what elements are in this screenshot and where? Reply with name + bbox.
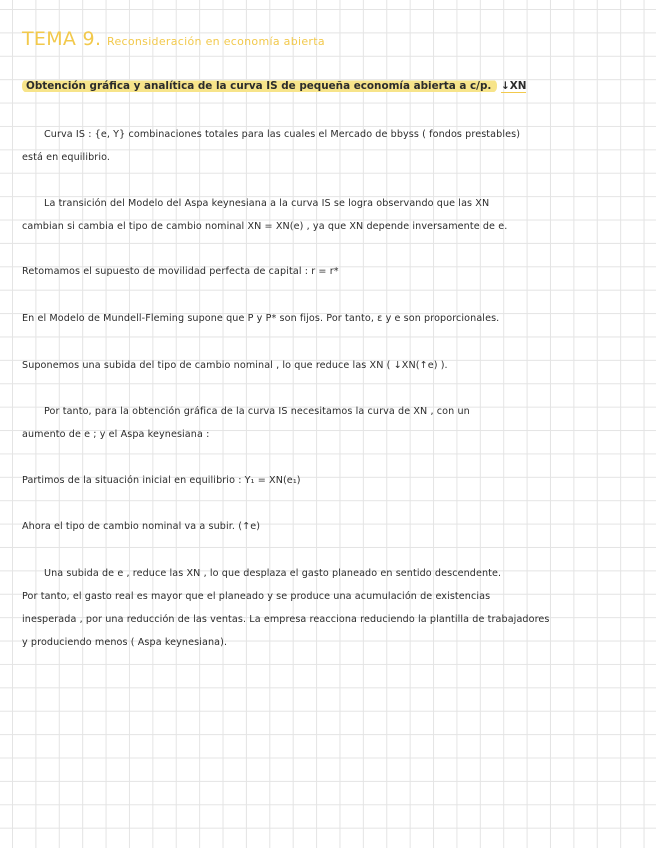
note-line: Ahora el tipo de cambio nominal va a subir. (↑e) bbox=[22, 521, 261, 532]
note-line: Curva IS : {e, Y} combinaciones totales para las cuales el Mercado de bbyss ( fondos prestables) bbox=[44, 129, 521, 140]
note-line: está en equilibrio. bbox=[22, 152, 111, 163]
note-line: inesperada , por una reducción de las ventas. La empresa reacciona reduciendo la plantilla de trabajadores bbox=[22, 614, 550, 625]
note-line: cambian si cambia el tipo de cambio nominal XN = XN(e) , ya que XN depende inversamente de e. bbox=[22, 221, 508, 232]
note-line: aumento de e ; y el Aspa keynesiana : bbox=[22, 429, 210, 440]
title-subtitle: Reconsideración en economía abierta bbox=[107, 35, 325, 48]
note-line: La transición del Modelo del Aspa keynesiana a la curva IS se logra observando que las XN bbox=[44, 198, 490, 209]
heading-highlight: Obtención gráfica y analítica de la curva IS de pequeña economía abierta a c/p. bbox=[22, 79, 497, 93]
note-line: Por tanto, el gasto real es mayor que el planeado y se produce una acumulación de existencias bbox=[22, 591, 491, 602]
note-line: y produciendo menos ( Aspa keynesiana). bbox=[22, 637, 228, 648]
note-line: Por tanto, para la obtención gráfica de la curva IS necesitamos la curva de XN , con un bbox=[44, 406, 470, 417]
title-separator: . bbox=[94, 28, 102, 50]
note-line: Una subida de e , reduce las XN , lo que desplaza el gasto planeado en sentido descendente. bbox=[44, 568, 502, 579]
title-tema: TEMA 9 bbox=[22, 28, 95, 50]
heading-marker: ↓XN bbox=[500, 80, 527, 92]
section-heading bbox=[22, 79, 634, 93]
page-title bbox=[22, 28, 325, 50]
note-line: En el Modelo de Mundell-Fleming supone que P y P* son fijos. Por tanto, ε y e son proporcionales. bbox=[22, 313, 500, 324]
note-line: Suponemos una subida del tipo de cambio nominal , lo que reduce las XN ( ↓XN(↑e) ). bbox=[22, 360, 448, 371]
note-line: Partimos de la situación inicial en equilibrio : Y₁ = XN(e₁) bbox=[22, 475, 301, 486]
note-line: Retomamos el supuesto de movilidad perfecta de capital : r = r* bbox=[22, 266, 339, 277]
